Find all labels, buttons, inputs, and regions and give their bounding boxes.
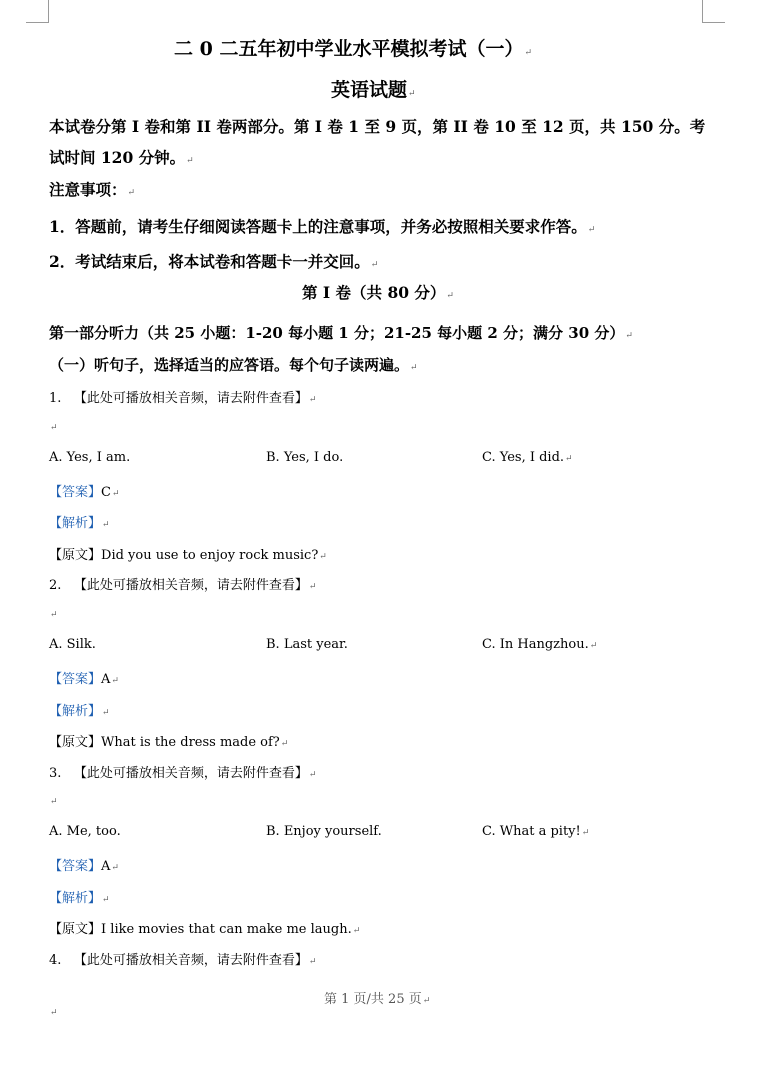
top-left-crop-mark [26, 0, 49, 23]
analysis-line: 【解析】↵ [49, 516, 110, 531]
original-label: 【原文】 [49, 922, 102, 937]
paragraph-mark: ↵ [524, 48, 532, 58]
analysis-line: 【解析】↵ [49, 704, 110, 719]
empty-line: ↵ [50, 423, 58, 433]
answer-label: 【答案】 [49, 485, 102, 500]
answer-line: 【答案】A↵ [49, 859, 119, 874]
analysis-label: 【解析】 [49, 891, 102, 906]
option-c: C. Yes, I did.↵ [482, 450, 573, 465]
notes-heading: 注意事项：↵ [49, 180, 136, 199]
page-footer: 第 1 页/共 25 页↵ [324, 992, 431, 1007]
original-label: 【原文】 [49, 735, 102, 750]
option-b: B. Last year. [266, 637, 348, 652]
analysis-line: 【解析】↵ [49, 891, 110, 906]
answer-label: 【答案】 [49, 859, 102, 874]
top-right-crop-mark [702, 0, 725, 23]
option-c: C. What a pity!↵ [482, 824, 590, 839]
page-title: 二 0 二五年初中学业水平模拟考试（一）↵ [174, 38, 532, 60]
question-4-prompt: 4. 【此处可播放相关音频，请去附件查看】↵ [49, 953, 317, 968]
intro-line-1: 本试卷分第 I 卷和第 II 卷两部分。第 I 卷 1 至 9 页，第 II 卷 10 至 12 页，共 150 分。考 [49, 117, 706, 136]
option-c: C. In Hangzhou.↵ [482, 637, 598, 652]
audio-placeholder[interactable]: 【此处可播放相关音频，请去附件查看】 [73, 953, 308, 968]
note-2: 2．考试结束后，将本试卷和答题卡一并交回。↵ [49, 252, 379, 271]
question-1-prompt: 1. 【此处可播放相关音频，请去附件查看】↵ [49, 391, 317, 406]
part1-title: 第一部分听力（共 25 小题：1-20 每小题 1 分；21-25 每小题 2 分；满分 30 分）↵ [49, 324, 633, 342]
option-b: B. Yes, I do. [266, 450, 344, 465]
original-text-line: 【原文】What is the dress made of?↵ [49, 735, 289, 750]
volume-title: 第 I 卷（共 80 分）↵ [302, 283, 454, 302]
answer-label: 【答案】 [49, 672, 102, 687]
original-text-line: 【原文】Did you use to enjoy rock music?↵ [49, 548, 327, 563]
audio-placeholder[interactable]: 【此处可播放相关音频，请去附件查看】 [73, 391, 308, 406]
question-3-prompt: 3. 【此处可播放相关音频，请去附件查看】↵ [49, 766, 317, 781]
answer-line: 【答案】C↵ [49, 485, 120, 500]
audio-placeholder[interactable]: 【此处可播放相关音频，请去附件查看】 [73, 578, 308, 593]
question-2-prompt: 2. 【此处可播放相关音频，请去附件查看】↵ [49, 578, 317, 593]
analysis-label: 【解析】 [49, 704, 102, 719]
page-subtitle: 英语试题↵ [331, 79, 416, 101]
audio-placeholder[interactable]: 【此处可播放相关音频，请去附件查看】 [73, 766, 308, 781]
analysis-label: 【解析】 [49, 516, 102, 531]
option-b: B. Enjoy yourself. [266, 824, 382, 839]
empty-line: ↵ [50, 610, 58, 620]
original-label: 【原文】 [49, 548, 102, 563]
option-a: A. Me, too. [49, 824, 121, 839]
option-a: A. Yes, I am. [49, 450, 131, 465]
subsection-1-title: （一）听句子，选择适当的应答语。每个句子读两遍。↵ [49, 356, 418, 374]
option-a: A. Silk. [49, 637, 96, 652]
note-1: 1．答题前，请考生仔细阅读答题卡上的注意事项，并务必按照相关要求作答。↵ [49, 217, 596, 236]
answer-line: 【答案】A↵ [49, 672, 119, 687]
intro-line-2: 试时间 120 分钟。↵ [49, 148, 194, 167]
empty-line: ↵ [50, 1008, 58, 1018]
empty-line: ↵ [50, 797, 58, 807]
original-text-line: 【原文】I like movies that can make me laugh.↵ [49, 922, 361, 937]
